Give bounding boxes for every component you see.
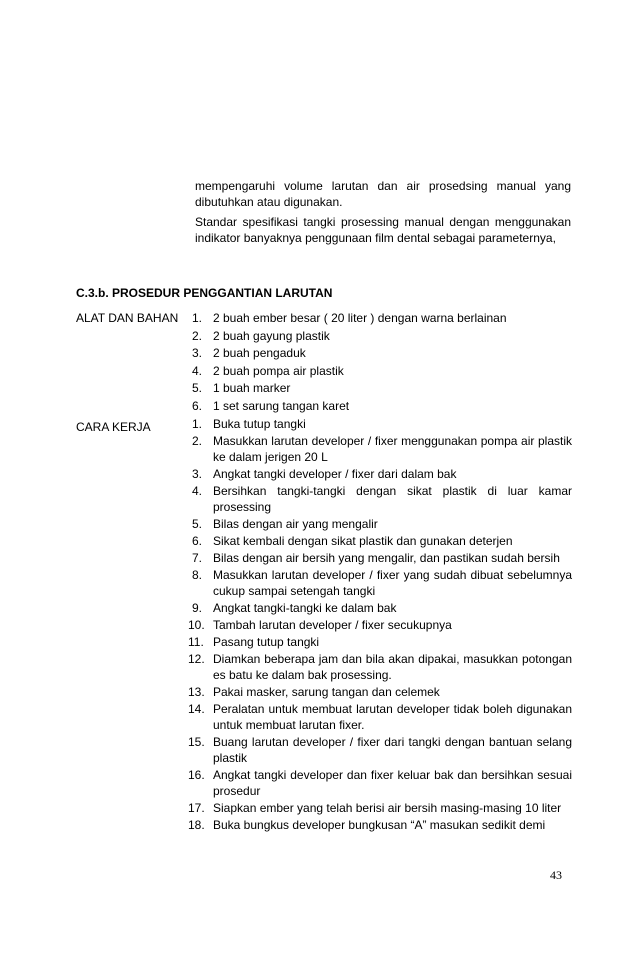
list-item-number: 14. [188, 702, 205, 716]
list-item-number: 18. [188, 818, 205, 832]
list-item-number: 12. [188, 652, 205, 666]
list-item-number: 4. [192, 363, 203, 378]
list-item-text: Siapkan ember yang telah berisi air bersih masing-masing 10 liter [213, 801, 562, 815]
list-item-text: Buka tutup tangki [213, 417, 306, 431]
list-item-text: Angkat tangki developer dan fixer keluar bak dan bersihkan sesuai prosedur [213, 768, 572, 798]
list-item [192, 516, 572, 532]
list-item-number: 4. [192, 484, 203, 498]
list-item [188, 617, 572, 633]
list-item-text: Pakai masker, sarung tangan dan celemek [213, 685, 440, 699]
intro-paragraphs [195, 178, 571, 250]
list-item-number: 6. [192, 534, 203, 548]
list-item-number: 6. [192, 398, 203, 413]
list-item [192, 483, 572, 515]
page-number: 43 [550, 868, 562, 882]
list-item-number: 11. [188, 635, 204, 649]
alat-dan-bahan-list [192, 310, 572, 415]
list-item [188, 734, 572, 766]
list-item [192, 416, 572, 432]
list-item [192, 380, 572, 396]
list-item-text: Masukkan larutan developer / fixer menggunakan pompa air plastik ke dalam jerigen 20 L [213, 434, 572, 464]
list-item-text: Masukkan larutan developer / fixer yang sudah dibuat sebelumnya cukup sampai setengah tangki [213, 568, 572, 598]
list-item-text: 2 buah pompa air plastik [213, 363, 344, 378]
list-item-number: 2. [192, 328, 203, 343]
list-item-number: 17. [188, 801, 205, 815]
list-item-text: Bilas dengan air bersih yang mengalir, dan pastikan sudah bersih [213, 551, 560, 565]
list-item-text: Peralatan untuk membuat larutan developer tidak boleh digunakan untuk membuat larutan fixer. [213, 702, 572, 732]
list-item-number: 15. [188, 735, 205, 749]
alat-dan-bahan-label: ALAT DAN BAHAN [76, 311, 179, 325]
list-item-text: Pasang tutup tangki [213, 635, 320, 649]
list-item [192, 345, 572, 361]
list-item-number: 3. [192, 346, 203, 360]
list-item [192, 310, 572, 326]
list-item-text: Bilas dengan air yang mengalir [213, 517, 378, 531]
list-item [192, 567, 572, 599]
list-item-number: 5. [192, 517, 203, 531]
list-item-text: Bersihkan tangki-tangki dengan sikat plastik di luar kamar prosessing [213, 484, 572, 514]
list-item-text: 2 buah ember besar ( 20 liter ) dengan warna berlainan [213, 311, 507, 325]
list-item-number: 7. [192, 551, 203, 565]
cara-kerja-list [188, 416, 572, 834]
list-item [188, 800, 572, 816]
list-item-number: 16. [188, 768, 205, 782]
list-item [192, 550, 572, 566]
section-title: C.3.b. PROSEDUR PENGGANTIAN LARUTAN [76, 286, 333, 300]
list-item [192, 533, 572, 549]
list-item-number: 5. [192, 381, 203, 395]
list-item-text: 1 set sarung tangan karet [213, 398, 350, 413]
list-item-text: Angkat tangki developer / fixer dari dalam bak [213, 467, 457, 481]
list-item-number: 8. [192, 568, 203, 582]
list-item [192, 466, 572, 482]
list-item [188, 701, 572, 733]
cara-kerja-label: CARA KERJA [76, 420, 151, 434]
list-item [192, 398, 572, 414]
list-item-text: Buka bungkus developer bungkusan “A” masukan sedikit demi [213, 818, 546, 832]
list-item [192, 600, 572, 616]
list-item [188, 817, 572, 833]
list-item [188, 651, 572, 683]
list-item [188, 767, 572, 799]
intro-paragraph-1: mempengaruhi volume larutan dan air prosedsing manual yang dibutuhkan atau digunakan. [195, 179, 571, 209]
list-item-text: Diamkan beberapa jam dan bila akan dipakai, masukkan potongan es batu ke dalam bak prosessing. [213, 652, 572, 682]
list-item-number: 10. [188, 618, 205, 632]
list-item-number: 1. [192, 311, 203, 325]
list-item [192, 363, 572, 379]
list-item-text: 2 buah gayung plastik [213, 328, 330, 343]
list-item-text: 1 buah marker [213, 381, 291, 395]
list-item-text: Angkat tangki-tangki ke dalam bak [213, 601, 397, 615]
list-item-number: 9. [192, 601, 203, 615]
list-item [192, 328, 572, 344]
list-item-number: 13. [188, 685, 205, 699]
list-item-text: Buang larutan developer / fixer dari tangki dengan bantuan selang plastik [213, 735, 572, 765]
list-item-number: 1. [192, 417, 203, 431]
list-item-number: 2. [192, 434, 203, 448]
list-item [188, 634, 572, 650]
list-item-text: 2 buah pengaduk [213, 346, 306, 360]
list-item-text: Tambah larutan developer / fixer secukupnya [213, 618, 452, 632]
intro-paragraph-2: Standar spesifikasi tangki prosessing manual dengan menggunakan indikator banyaknya penggunaan film dental sebagai parameternya, [195, 215, 571, 245]
list-item-number: 3. [192, 467, 203, 481]
list-item-text: Sikat kembali dengan sikat plastik dan gunakan deterjen [213, 534, 513, 548]
list-item [188, 684, 572, 700]
list-item [192, 433, 572, 465]
